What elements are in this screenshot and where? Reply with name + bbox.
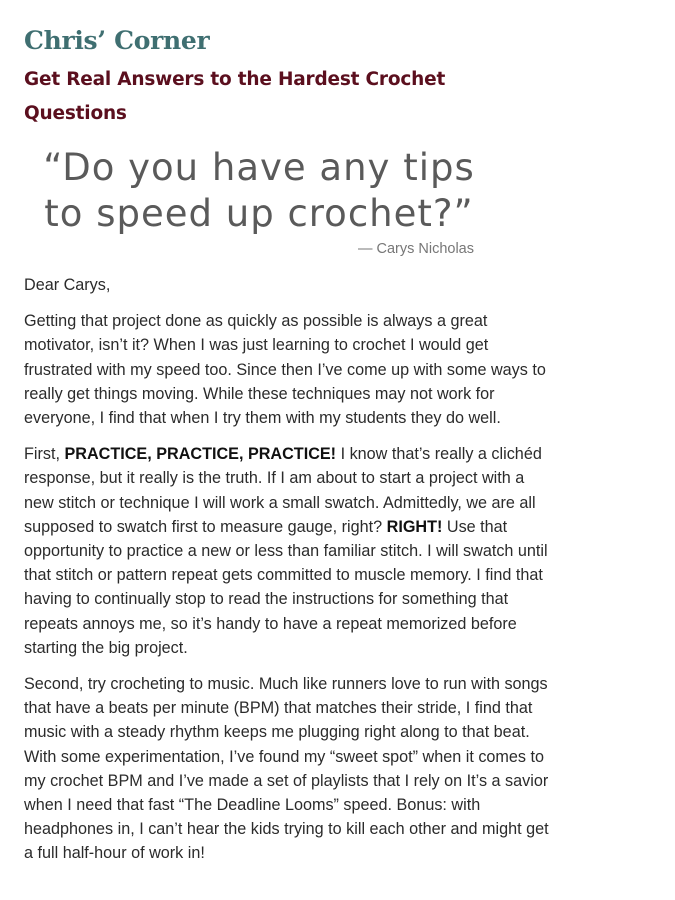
reader-question — [24, 145, 494, 237]
column-title: Chris’ Corner — [24, 26, 210, 55]
paragraph-2 — [24, 442, 549, 660]
question-attribution: — Carys Nicholas — [357, 241, 474, 257]
paragraph-1: Getting that project done as quickly as possible is always a great motivator, isn’t it? When I was just learning to crochet I would get frustrated with my speed too. Since then I’ve come up with some ways to really get things moving. While these techniques may not work for everyone, I find that when I try them with my students they do well. — [24, 312, 546, 428]
paragraph-2-lead: First, — [24, 445, 65, 464]
reader-question-line-2: to speed up crochet?” — [44, 192, 474, 235]
letter-greeting: Dear Carys, — [24, 276, 111, 294]
paragraph-2-emphasis-right: RIGHT! — [386, 517, 443, 536]
reader-question-line-1: “Do you have any tips — [43, 146, 475, 189]
column-subtitle: Get Real Answers to the Hardest Crochet Questions — [24, 69, 446, 124]
article-column — [24, 22, 549, 866]
paragraph-2-emphasis-practice: PRACTICE, PRACTICE, PRACTICE! — [64, 445, 337, 464]
paragraph-2-middle: I know that’s really a clichéd response, but it really is the truth. If I am about to start a project with a new stitch or technique I will work a small swatch. Admittedly, we are all supposed to swatch first to measure gauge, right? — [24, 445, 542, 536]
paragraph-2-tail: Use that opportunity to practice a new or less than familiar stitch. I will swatch until that stitch or pattern repeat gets committed to muscle memory. I find that having to continually stop to read the instructions for something that repeats annoys me, so it’s handy to have a repeat memorized before starting the big project. — [24, 517, 548, 657]
paragraph-3: Second, try crocheting to music. Much like runners love to run with songs that have a beats per minute (BPM) that matches their stride, I find that music with a steady rhythm keeps me plugging right along to that beat. With some experimentation, I’ve found my “sweet spot” when it comes to my crochet BPM and I’ve made a set of playlists that I rely on It’s a savior when I need that fast “The Deadline Looms” speed. Bonus: with headphones in, I can’t hear the kids trying to kill each other and might get a full half-hour of work in! — [24, 675, 549, 863]
